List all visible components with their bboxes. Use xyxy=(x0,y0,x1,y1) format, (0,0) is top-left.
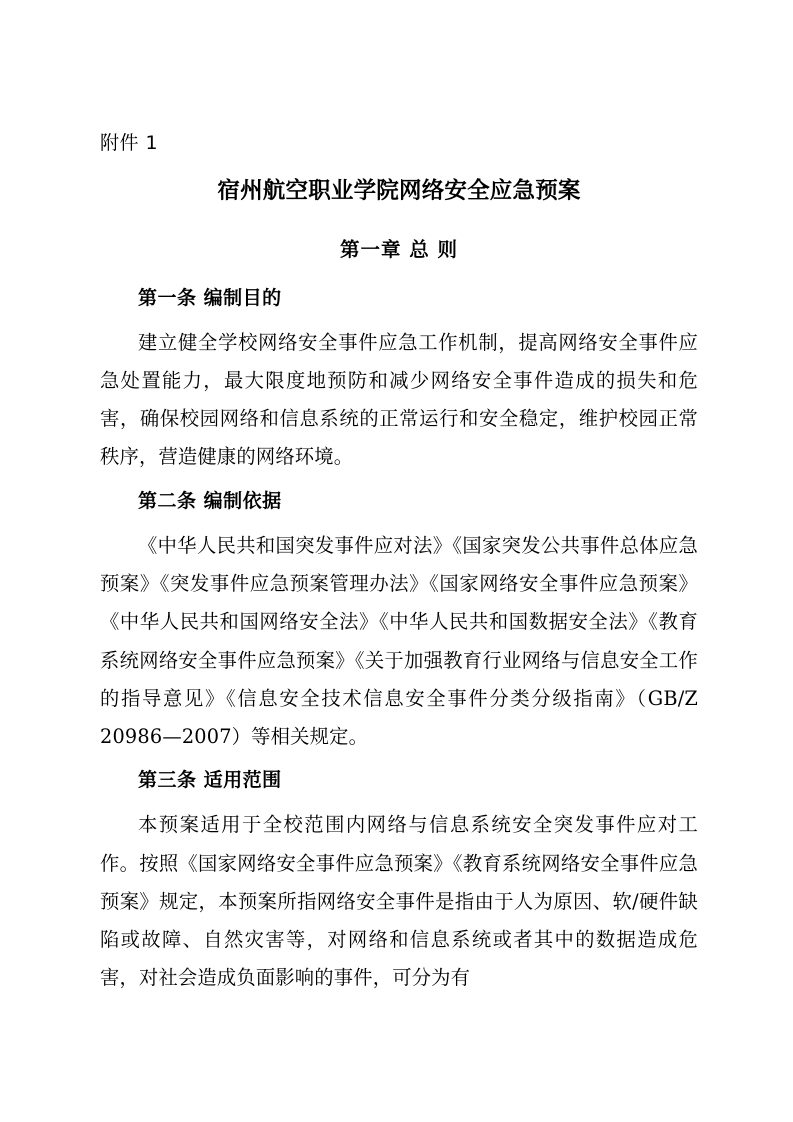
article-heading-2: 第二条 编制依据 xyxy=(138,489,282,512)
attachment-label: 附件 1 xyxy=(100,132,159,154)
article-heading-3: 第三条 适用范围 xyxy=(138,769,282,792)
chapter-heading: 第一章 总 则 xyxy=(339,238,459,262)
article-body-1: 建立健全学校网络安全事件应急工作机制，提高网络安全事件应急处置能力，最大限度地预防和减少网络安全事件造成的损失和危害，确保校园网络和信息系统的正常运行和安全稳定，维护校园正常秩序，营造健康的网络环境。 xyxy=(100,330,698,469)
article-heading-1: 第一条 编制目的 xyxy=(138,286,282,309)
article-body-3: 本预案适用于全校范围内网络与信息系统安全突发事件应对工作。按照《国家网络安全事件应急预案》《教育系统网络安全事件应急预案》规定，本预案所指网络安全事件是指由于人为原因、软/硬件缺陷或故障、自然灾害等，对网络和信息系统或者其中的数据造成危害，对社会造成负面影响的事件，可分为有 xyxy=(100,813,698,990)
page-title: 宿州航空职业学院网络安全应急预案 xyxy=(217,177,581,204)
article-body-2: 《中华人民共和国突发事件应对法》《国家突发公共事件总体应急预案》《突发事件应急预案管理办法》《国家网络安全事件应急预案》《中华人民共和国网络安全法》《中华人民共和国数据安全法》《教育系统网络安全事件应急预案》《关于加强教育行业网络与信息安全工作的指导意见》《信息安全技术信息安全事件分类分级指南》（GB/Z 20986—2007）等相关规定。 xyxy=(100,533,698,748)
